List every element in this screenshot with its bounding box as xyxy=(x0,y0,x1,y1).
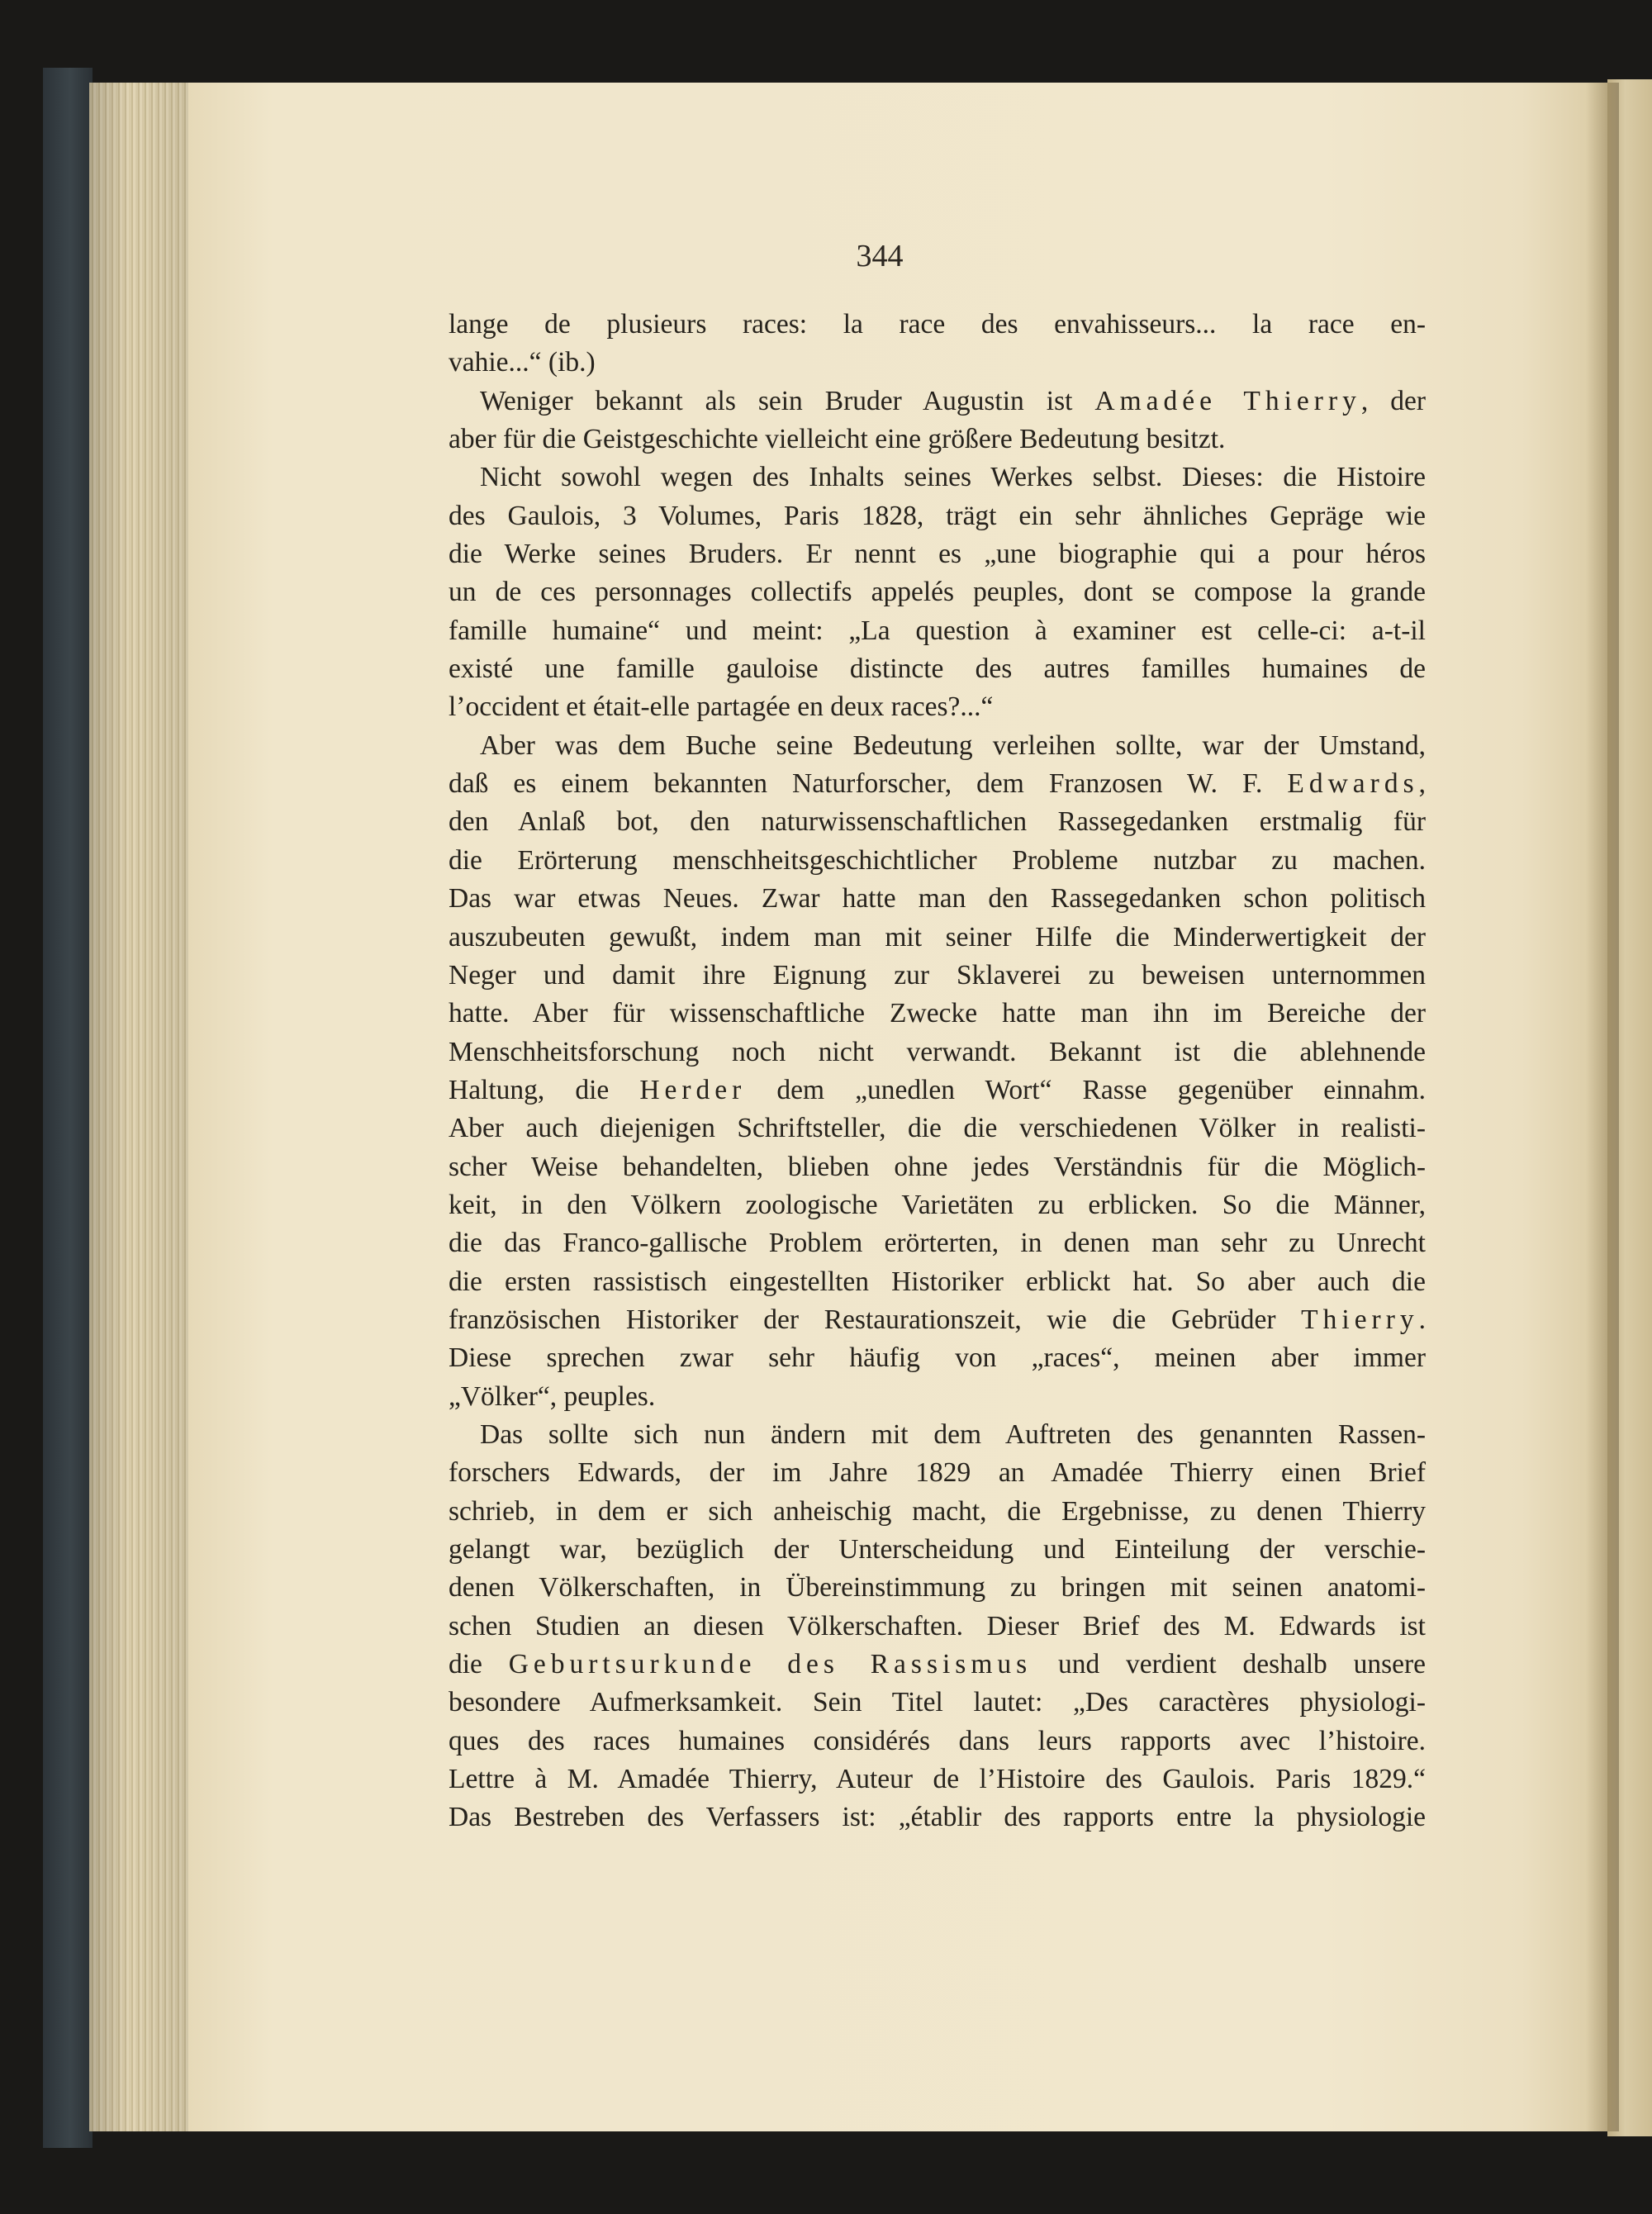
text-line: aber für die Geistgeschichte vielleicht eine größere Bedeutung besitzt. xyxy=(449,424,1226,455)
text-segment: Haltung, die xyxy=(449,1074,640,1105)
text-line: hatte. Aber für wissenschaftliche Zwecke hatte man ihn im Bereiche der xyxy=(449,998,1426,1029)
text-line: die das Franco-gallische Problem erörterten, in denen man sehr zu Unrecht xyxy=(449,1228,1426,1259)
text-line xyxy=(449,765,1426,803)
text-line: die ersten rassistisch eingestellten Historiker erblickt hat. So aber auch die xyxy=(449,1266,1426,1297)
text-line: des Gaulois, 3 Volumes, Paris 1828, trägt ein sehr ähnliches Gepräge wie xyxy=(449,500,1426,531)
text-segment: französischen Historiker der Restaurationszeit, wie die Gebrüder xyxy=(449,1304,1302,1335)
body-text xyxy=(449,306,1426,1837)
text-line: Aber was dem Buche seine Bedeutung verleihen sollte, war der Umstand, xyxy=(480,729,1426,761)
text-line xyxy=(449,1301,1426,1339)
text-line: l’occident et était-elle partagée en deux races?...“ xyxy=(449,691,994,723)
text-line xyxy=(449,382,1426,420)
text-line: Menschheitsforschung noch nicht verwandt. Bekannt ist die ablehnende xyxy=(449,1036,1426,1067)
text-line: un de ces personnages collectifs appelés peuples, dont se compose la grande xyxy=(449,577,1426,608)
gutter-shadow xyxy=(1586,83,1619,2131)
text-line: denen Völkerschaften, in Übereinstimmung zu bringen mit seinen anatomi- xyxy=(449,1572,1426,1603)
spaced-emphasis: Herder xyxy=(639,1074,747,1105)
text-line: existé une famille gauloise distincte des autres familles humaines de xyxy=(449,653,1426,685)
spaced-emphasis: Amadée Thierry xyxy=(1094,385,1361,416)
text-line: keit, in den Völkern zoologische Varietäten zu erblicken. So die Männer, xyxy=(449,1189,1426,1220)
page-number: 344 xyxy=(856,239,904,273)
text-line: vahie...“ (ib.) xyxy=(449,347,596,378)
text-segment: Weniger bekannt als sein Bruder Augustin ist xyxy=(480,385,1095,416)
text-segment: , der xyxy=(1360,385,1426,416)
text-segment: , xyxy=(1418,768,1426,800)
text-line: den Anlaß bot, den naturwissenschaftlichen Rassegedanken erstmalig für xyxy=(449,806,1426,838)
book-cover-edge xyxy=(43,68,93,2148)
text-line: Neger und damit ihre Eignung zur Sklaverei zu beweisen unternommen xyxy=(449,959,1426,991)
text-segment: daß es einem bekannten Naturforscher, dem Franzosen W. F. xyxy=(449,768,1288,800)
text-line: besondere Aufmerksamkeit. Sein Titel lautet: „Des caractères physiologi- xyxy=(449,1687,1426,1718)
text-line: die Werke seines Bruders. Er nennt es „une biographie qui a pour héros xyxy=(449,539,1426,570)
text-line: Lettre à M. Amadée Thierry, Auteur de l’Histoire des Gaulois. Paris 1829.“ xyxy=(449,1764,1426,1795)
text-line: lange de plusieurs races: la race des envahisseurs... la race en- xyxy=(449,309,1426,340)
text-segment: . xyxy=(1418,1304,1426,1335)
page-stack-shade xyxy=(89,83,192,2131)
text-line: schen Studien an diesen Völkerschaften. Dieser Brief des M. Edwards ist xyxy=(449,1610,1426,1641)
text-line: Diese sprechen zwar sehr häufig von „races“, meinen aber immer xyxy=(449,1342,1426,1374)
spaced-emphasis: Thierry xyxy=(1301,1304,1419,1335)
spaced-emphasis: Edwards xyxy=(1287,768,1419,800)
text-segment: die xyxy=(449,1649,509,1680)
text-line: forschers Edwards, der im Jahre 1829 an Amadée Thierry einen Brief xyxy=(449,1457,1426,1489)
text-line: ques des races humaines considérés dans leurs rapports avec l’histoire. xyxy=(449,1725,1426,1756)
text-line: famille humaine“ und meint: „La question à examiner est celle-ci: a-t-il xyxy=(449,615,1426,646)
text-line xyxy=(449,1646,1426,1684)
text-line: Nicht sowohl wegen des Inhalts seines Werkes selbst. Dieses: die Histoire xyxy=(480,462,1426,493)
text-line: auszubeuten gewußt, indem man mit seiner Hilfe die Minderwertigkeit der xyxy=(449,921,1426,953)
text-line xyxy=(449,1071,1426,1109)
text-line: Das war etwas Neues. Zwar hatte man den Rassegedanken schon politisch xyxy=(449,883,1426,915)
spaced-emphasis: Geburtsurkunde des Rassismus xyxy=(508,1649,1032,1680)
text-line: scher Weise behandelten, blieben ohne jedes Verständnis für die Möglich- xyxy=(449,1151,1426,1182)
text-segment: und verdient deshalb unsere xyxy=(1032,1649,1426,1680)
text-line: Das sollte sich nun ändern mit dem Auftreten des genannten Rassen- xyxy=(480,1418,1426,1450)
text-line: Das Bestreben des Verfassers ist: „établir des rapports entre la physiologie xyxy=(449,1802,1426,1833)
text-line: Aber auch diejenigen Schriftsteller, die die verschiedenen Völker in realisti- xyxy=(449,1113,1426,1144)
text-line: „Völker“, peuples. xyxy=(449,1380,656,1412)
text-segment: dem „unedlen Wort“ Rasse gegenüber einnahm. xyxy=(746,1074,1426,1105)
text-line: gelangt war, bezüglich der Unterscheidung und Einteilung der verschie- xyxy=(449,1534,1426,1565)
text-line: schrieb, in dem er sich anheischig macht, die Ergebnisse, zu denen Thierry xyxy=(449,1495,1426,1527)
text-line: die Erörterung menschheitsgeschichtlicher Probleme nutzbar zu machen. xyxy=(449,844,1426,876)
